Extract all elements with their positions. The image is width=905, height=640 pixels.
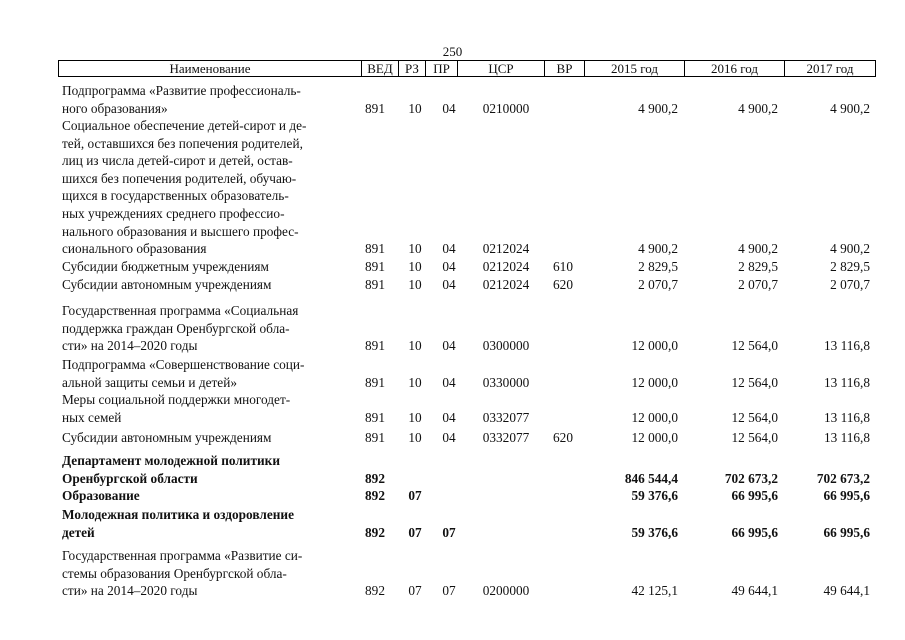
row-name-line: ных семей xyxy=(62,409,122,425)
row-ved: 891 xyxy=(365,430,385,445)
row-pr: 07 xyxy=(442,583,456,599)
row-ved: 891 xyxy=(365,259,385,274)
row-value-2017: 4 900,2 xyxy=(830,100,870,116)
row-value-2017: 2 829,5 xyxy=(830,259,870,274)
row-pr: 04 xyxy=(442,277,456,292)
row-rz: 07 xyxy=(408,488,422,503)
row-value-2015: 2 829,5 xyxy=(638,259,678,274)
row-value-2016: 12 564,0 xyxy=(731,430,778,445)
row-value-2016: 49 644,1 xyxy=(731,583,778,599)
row-pr: 04 xyxy=(442,409,456,425)
row-name-line: поддержка граждан Оренбургской обла- xyxy=(62,320,290,336)
header-csr: ЦСР xyxy=(457,61,544,76)
row-value-2015: 42 125,1 xyxy=(631,583,678,599)
row-vr: 620 xyxy=(553,430,573,445)
row-rz: 10 xyxy=(408,374,422,390)
row-ved: 891 xyxy=(365,338,385,354)
table-header xyxy=(58,60,876,77)
row-value-2017: 66 995,6 xyxy=(823,488,870,503)
row-value-2016: 12 564,0 xyxy=(731,374,778,390)
row-value-2016: 66 995,6 xyxy=(731,488,778,503)
row-pr: 04 xyxy=(442,374,456,390)
row-rz: 10 xyxy=(408,100,422,116)
row-value-2017: 13 116,8 xyxy=(823,338,870,354)
row-name-line: стемы образования Оренбургской обла- xyxy=(62,565,287,581)
row-name-line: нального образования и высшего профес- xyxy=(62,223,299,239)
row-name-line: щихся в государственных образователь- xyxy=(62,188,289,204)
row-value-2016: 4 900,2 xyxy=(738,241,778,257)
row-name-line: ного образования» xyxy=(62,100,168,116)
row-value-2015: 12 000,0 xyxy=(631,409,678,425)
row-value-2016: 66 995,6 xyxy=(731,524,778,540)
row-value-2015: 4 900,2 xyxy=(638,100,678,116)
row-rz: 10 xyxy=(408,241,422,257)
header-vr: ВР xyxy=(544,61,584,76)
row-value-2016: 12 564,0 xyxy=(731,338,778,354)
row-name-line: Государственная программа «Развитие си- xyxy=(62,548,303,563)
row-value-2017: 13 116,8 xyxy=(823,374,870,390)
header-pr: ПР xyxy=(425,61,457,76)
row-value-2015: 12 000,0 xyxy=(631,430,678,445)
row-name-line: Подпрограмма «Совершенствование соци- xyxy=(62,357,305,372)
row-csr: 0212024 xyxy=(482,277,530,292)
row-ved: 892 xyxy=(365,488,385,503)
row-value-2016: 4 900,2 xyxy=(738,100,778,116)
row-vr: 620 xyxy=(553,277,573,292)
row-name-line: Социальное обеспечение детей-сирот и де- xyxy=(62,118,307,133)
row-rz: 10 xyxy=(408,338,422,354)
row-ved: 891 xyxy=(365,241,385,257)
header-2017: 2017 год xyxy=(784,61,875,76)
row-value-2015: 59 376,6 xyxy=(631,524,678,540)
row-name-line: Образование xyxy=(62,488,140,503)
row-rz: 07 xyxy=(408,583,422,599)
row-value-2016: 2 829,5 xyxy=(738,259,778,274)
row-rz: 07 xyxy=(408,524,422,540)
row-value-2015: 12 000,0 xyxy=(631,374,678,390)
row-rz: 10 xyxy=(408,409,422,425)
row-rz: 10 xyxy=(408,277,422,292)
row-name-line: Субсидии бюджетным учреждениям xyxy=(62,259,269,274)
row-csr: 0210000 xyxy=(482,100,530,116)
row-name-line: Департамент молодежной политики xyxy=(62,453,280,468)
row-name-line: Подпрограмма «Развитие профессиональ- xyxy=(62,83,301,98)
row-name-line: ных учреждениях среднего профессио- xyxy=(62,206,285,221)
header-2016: 2016 год xyxy=(684,61,784,76)
row-pr: 04 xyxy=(442,430,456,445)
row-name-line: тей, оставшихся без попечения родителей, xyxy=(62,135,303,151)
row-value-2017: 2 070,7 xyxy=(830,277,870,292)
row-value-2015: 59 376,6 xyxy=(631,488,678,503)
row-rz: 10 xyxy=(408,259,422,274)
row-value-2016: 2 070,7 xyxy=(738,277,778,292)
header-2015: 2015 год xyxy=(584,61,684,76)
row-ved: 892 xyxy=(365,470,385,486)
row-value-2015: 4 900,2 xyxy=(638,241,678,257)
row-value-2015: 2 070,7 xyxy=(638,277,678,292)
row-name-line: сионального образования xyxy=(62,241,207,257)
row-value-2015: 12 000,0 xyxy=(631,338,678,354)
row-pr: 07 xyxy=(442,524,456,540)
row-pr: 04 xyxy=(442,338,456,354)
row-csr: 0330000 xyxy=(482,374,530,390)
header-ved: ВЕД xyxy=(361,61,398,76)
row-csr: 0332077 xyxy=(482,430,530,445)
row-name-line: шихся без попечения родителей, обучаю- xyxy=(62,170,297,186)
row-name-line: Оренбургской области xyxy=(62,470,198,486)
row-name-line: Государственная программа «Социальная xyxy=(62,303,299,318)
row-csr: 0300000 xyxy=(482,338,530,354)
row-value-2015: 846 544,4 xyxy=(624,470,678,486)
row-name-line: Субсидии автономным учреждениям xyxy=(62,430,272,445)
row-pr: 04 xyxy=(442,241,456,257)
row-ved: 891 xyxy=(365,100,385,116)
row-ved: 891 xyxy=(365,277,385,292)
row-pr: 04 xyxy=(442,100,456,116)
row-value-2017: 49 644,1 xyxy=(823,583,870,599)
row-name-line: сти» на 2014–2020 годы xyxy=(62,583,198,599)
row-ved: 891 xyxy=(365,374,385,390)
row-value-2017: 702 673,2 xyxy=(816,470,870,486)
row-name-line: Меры социальной поддержки многодет- xyxy=(62,392,291,407)
row-ved: 892 xyxy=(365,583,385,599)
row-ved: 891 xyxy=(365,409,385,425)
row-value-2016: 12 564,0 xyxy=(731,409,778,425)
row-value-2017: 13 116,8 xyxy=(823,430,870,445)
row-pr: 04 xyxy=(442,259,456,274)
header-name: Наименование xyxy=(169,61,251,76)
header-rz: РЗ xyxy=(398,61,425,76)
row-ved: 892 xyxy=(365,524,385,540)
row-name-line: альной защиты семьи и детей» xyxy=(62,374,237,390)
row-name-line: лиц из числа детей-сирот и детей, остав- xyxy=(62,153,293,169)
row-csr: 0332077 xyxy=(482,409,530,425)
row-name-line: Субсидии автономным учреждениям xyxy=(62,277,272,292)
row-rz: 10 xyxy=(408,430,422,445)
row-name-line: Молодежная политика и оздоровление xyxy=(62,507,294,522)
page-number: 250 xyxy=(442,44,463,59)
row-name-line: сти» на 2014–2020 годы xyxy=(62,338,198,354)
row-value-2017: 13 116,8 xyxy=(823,409,870,425)
row-csr: 0212024 xyxy=(482,241,530,257)
row-csr: 0212024 xyxy=(482,259,530,274)
row-value-2017: 66 995,6 xyxy=(823,524,870,540)
row-name-line: детей xyxy=(62,524,95,540)
row-vr: 610 xyxy=(553,259,573,274)
row-value-2017: 4 900,2 xyxy=(830,241,870,257)
row-value-2016: 702 673,2 xyxy=(724,470,778,486)
row-csr: 0200000 xyxy=(482,583,530,599)
